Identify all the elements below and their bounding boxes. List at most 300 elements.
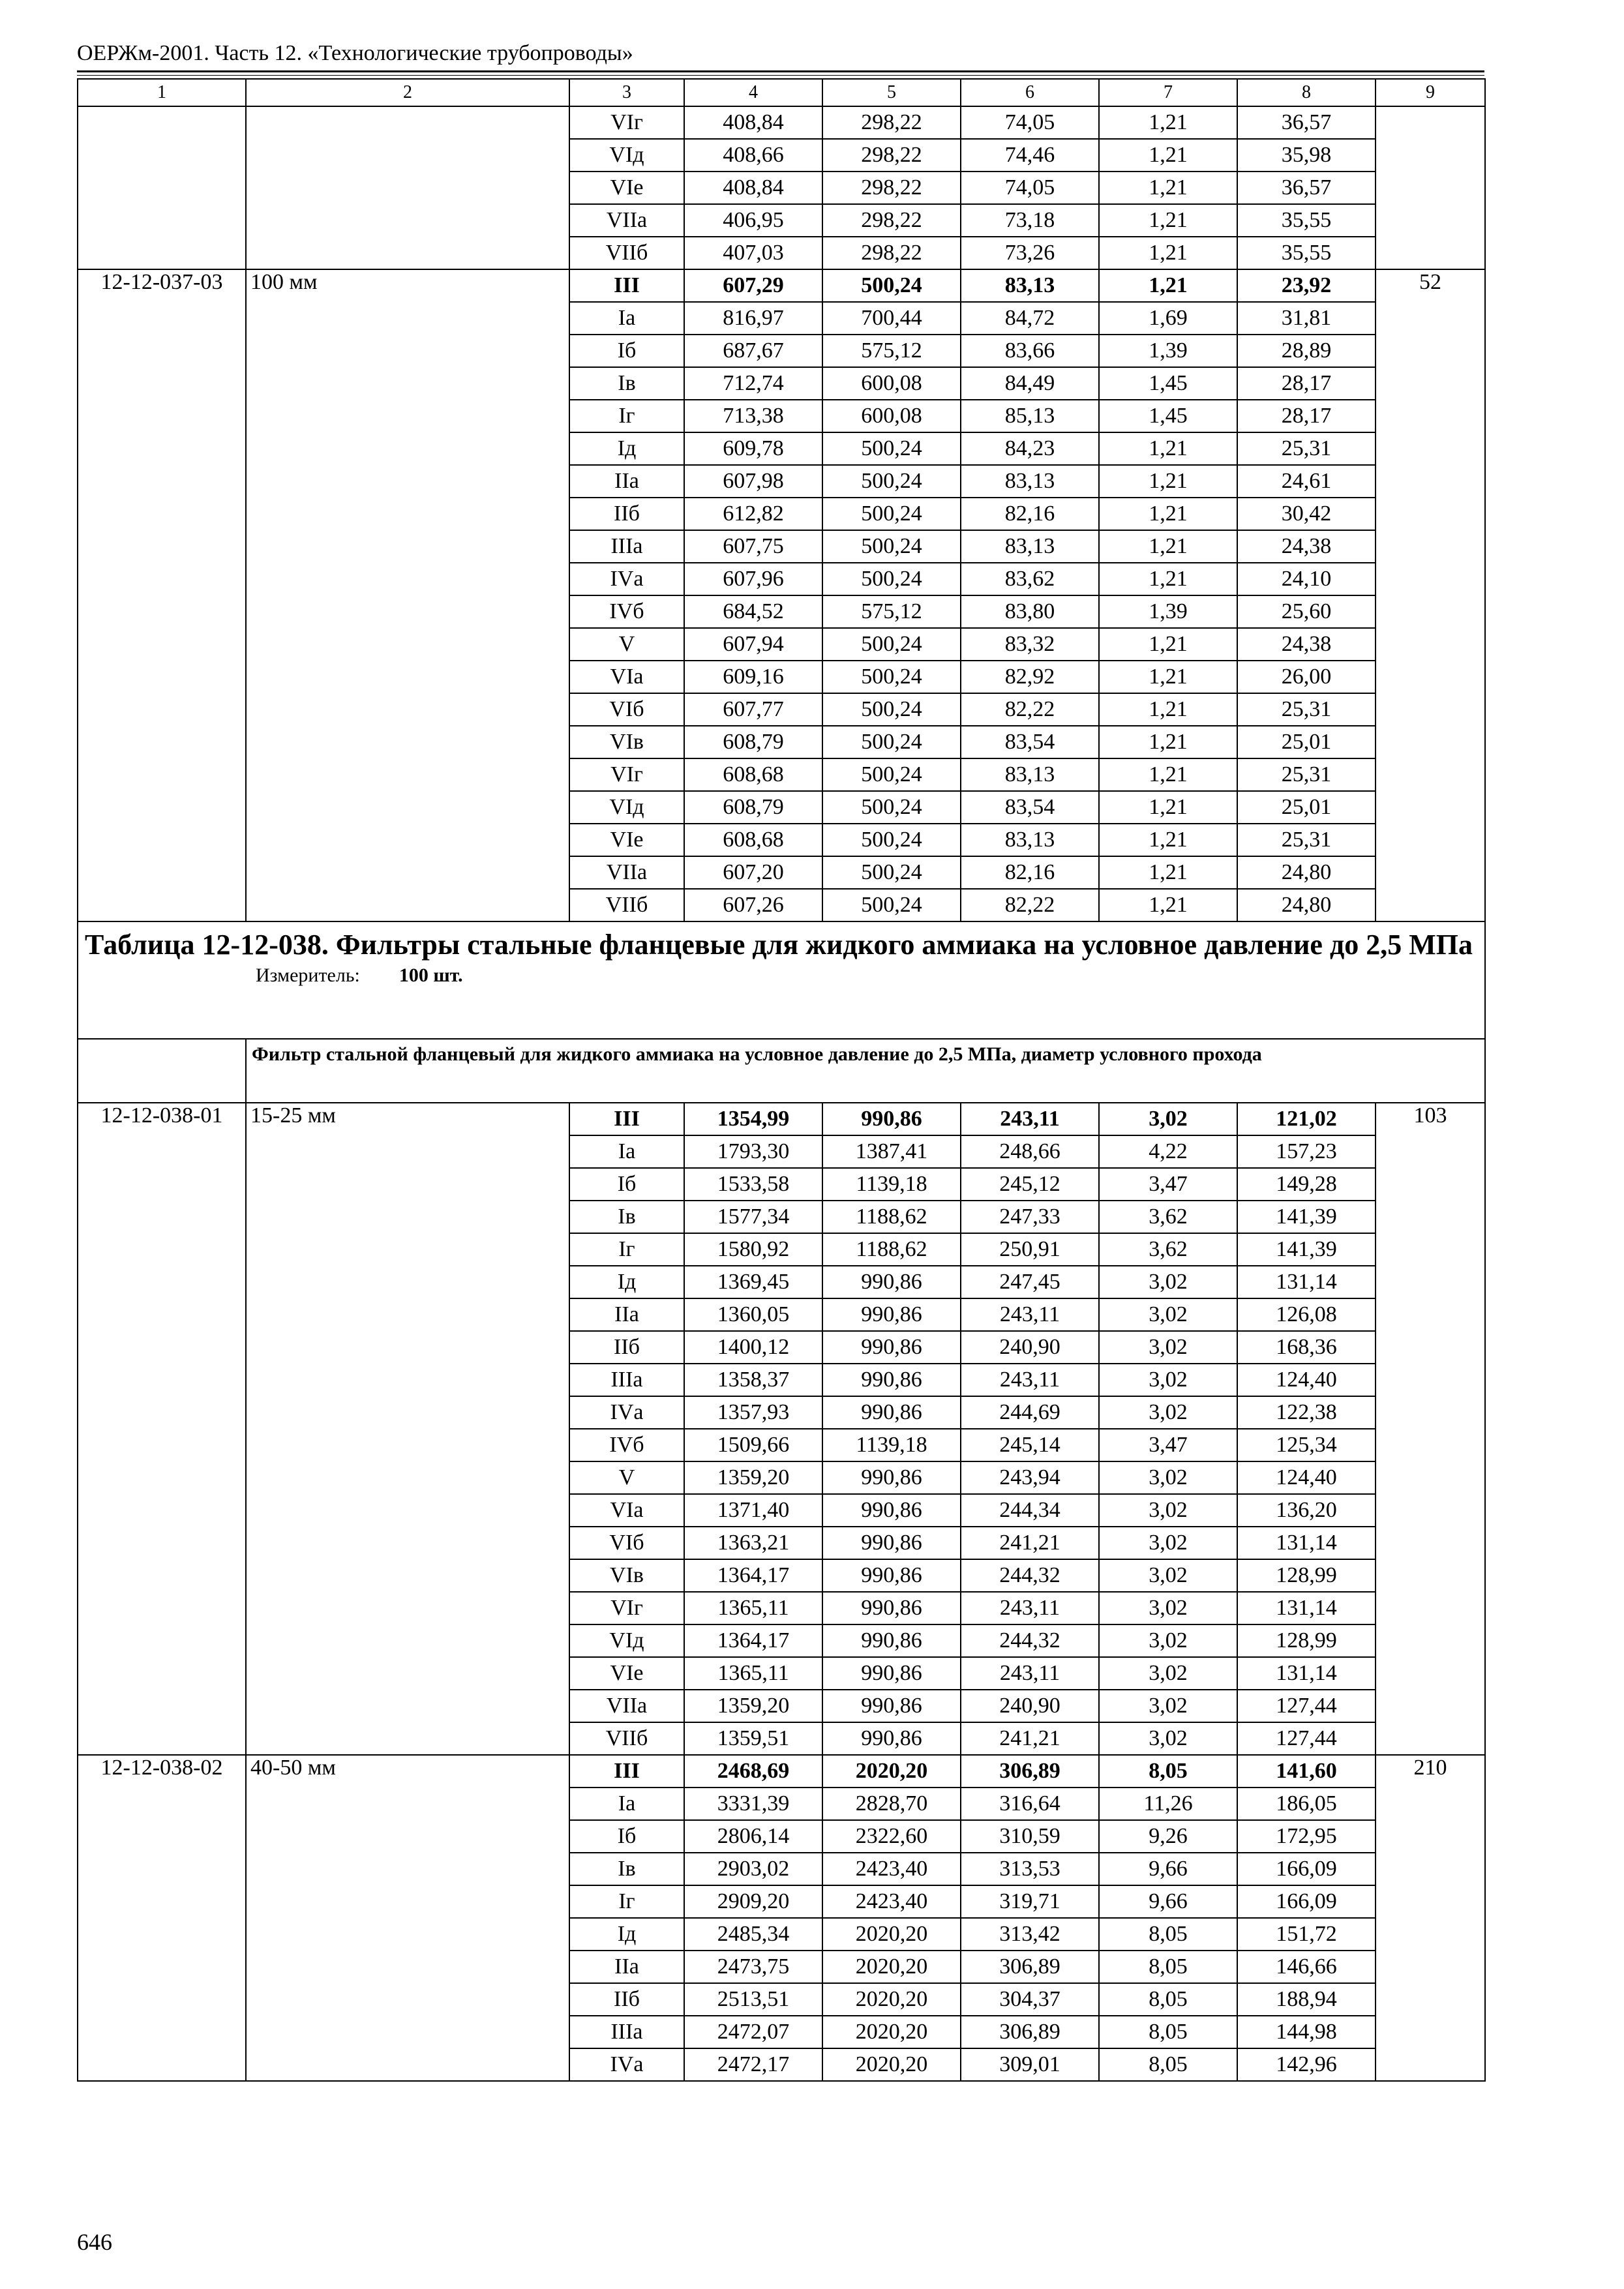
row-col9	[1376, 204, 1485, 237]
row-col9: 52	[1376, 269, 1485, 302]
row-name	[246, 1722, 569, 1755]
value-cell: 990,86	[822, 1103, 961, 1135]
value-cell: 607,26	[684, 889, 822, 921]
value-cell: 298,22	[822, 204, 961, 237]
row-col9	[1376, 661, 1485, 693]
value-cell: 1369,45	[684, 1266, 822, 1298]
value-cell: 73,18	[961, 204, 1099, 237]
table-row	[78, 335, 1485, 367]
value-cell: 607,94	[684, 628, 822, 661]
value-cell: 83,13	[961, 465, 1099, 498]
value-cell: 3,02	[1099, 1266, 1237, 1298]
row-name	[246, 1657, 569, 1690]
value-cell: 687,67	[684, 335, 822, 367]
row-code	[78, 1298, 246, 1331]
value-cell: 1188,62	[822, 1201, 961, 1233]
value-cell: 243,11	[961, 1103, 1099, 1135]
row-col9	[1376, 1396, 1485, 1429]
table-row	[78, 856, 1485, 889]
row-name	[246, 237, 569, 269]
row-col9	[1376, 1722, 1485, 1755]
table-row	[78, 269, 1485, 302]
table-row	[78, 465, 1485, 498]
value-cell: 407,03	[684, 237, 822, 269]
value-cell: 125,34	[1237, 1429, 1376, 1461]
value-cell: 1,21	[1099, 563, 1237, 595]
value-cell: Iв	[569, 367, 684, 400]
row-code	[78, 400, 246, 432]
value-cell: 1358,37	[684, 1364, 822, 1396]
row-col9: 210	[1376, 1755, 1485, 1788]
row-code	[78, 1951, 246, 1983]
value-cell: 24,38	[1237, 628, 1376, 661]
row-name	[246, 1559, 569, 1592]
table-row	[78, 595, 1485, 628]
value-cell: 1,21	[1099, 530, 1237, 563]
row-code	[78, 1820, 246, 1853]
value-cell: 1354,99	[684, 1103, 822, 1135]
value-cell: 2806,14	[684, 1820, 822, 1853]
value-cell: 990,86	[822, 1722, 961, 1755]
row-code: 12-12-038-02	[78, 1755, 246, 1788]
table-row	[78, 1755, 1485, 1788]
column-number: 7	[1099, 79, 1237, 106]
row-col9	[1376, 498, 1485, 530]
row-name	[246, 367, 569, 400]
value-cell: Iг	[569, 1885, 684, 1918]
column-number: 8	[1237, 79, 1376, 106]
row-code	[78, 172, 246, 204]
column-number: 4	[684, 79, 822, 106]
value-cell: 298,22	[822, 237, 961, 269]
table-row	[78, 628, 1485, 661]
row-col9	[1376, 172, 1485, 204]
value-cell: VIе	[569, 1657, 684, 1690]
table-row	[78, 1885, 1485, 1918]
value-cell: 241,21	[961, 1722, 1099, 1755]
value-cell: Iб	[569, 335, 684, 367]
row-name	[246, 563, 569, 595]
value-cell: 2485,34	[684, 1918, 822, 1951]
value-cell: Iа	[569, 1135, 684, 1168]
value-cell: 990,86	[822, 1559, 961, 1592]
value-cell: 83,54	[961, 726, 1099, 758]
value-cell: 1,21	[1099, 139, 1237, 172]
row-col9	[1376, 530, 1485, 563]
value-cell: IVа	[569, 1396, 684, 1429]
value-cell: 3,02	[1099, 1298, 1237, 1331]
table-row	[78, 726, 1485, 758]
value-cell: 500,24	[822, 563, 961, 595]
table-row	[78, 1429, 1485, 1461]
value-cell: 607,96	[684, 563, 822, 595]
value-cell: 247,33	[961, 1201, 1099, 1233]
value-cell: VIд	[569, 791, 684, 824]
value-cell: 83,13	[961, 530, 1099, 563]
value-cell: VIIа	[569, 1690, 684, 1722]
rates-table	[77, 78, 1486, 2082]
value-cell: 609,78	[684, 432, 822, 465]
row-col9: 103	[1376, 1103, 1485, 1135]
value-cell: VIв	[569, 1559, 684, 1592]
table-title: Таблица 12-12-038. Фильтры стальные фланцевые для жидкого аммиака на условное давление до 2,5 МПа	[85, 929, 1473, 961]
row-code	[78, 1168, 246, 1201]
row-code	[78, 302, 246, 335]
value-cell: 131,14	[1237, 1657, 1376, 1690]
value-cell: 31,81	[1237, 302, 1376, 335]
row-code	[78, 595, 246, 628]
value-cell: 3,02	[1099, 1559, 1237, 1592]
row-code	[78, 2048, 246, 2081]
table-row	[78, 367, 1485, 400]
table-row	[78, 1820, 1485, 1853]
row-code	[78, 1527, 246, 1559]
value-cell: 990,86	[822, 1592, 961, 1624]
value-cell: 575,12	[822, 335, 961, 367]
value-cell: 1,21	[1099, 172, 1237, 204]
row-code	[78, 432, 246, 465]
value-cell: 990,86	[822, 1657, 961, 1690]
row-code	[78, 1396, 246, 1429]
value-cell: 157,23	[1237, 1135, 1376, 1168]
row-col9	[1376, 1885, 1485, 1918]
value-cell: 4,22	[1099, 1135, 1237, 1168]
value-cell: 1,69	[1099, 302, 1237, 335]
value-cell: 500,24	[822, 498, 961, 530]
row-name	[246, 1527, 569, 1559]
value-cell: 310,59	[961, 1820, 1099, 1853]
table-row	[78, 1788, 1485, 1820]
table-row	[78, 1592, 1485, 1624]
value-cell: 408,66	[684, 139, 822, 172]
value-cell: VIа	[569, 1494, 684, 1527]
table-row	[78, 1168, 1485, 1201]
row-col9	[1376, 1853, 1485, 1885]
value-cell: 168,36	[1237, 1331, 1376, 1364]
value-cell: 306,89	[961, 2016, 1099, 2048]
value-cell: 28,17	[1237, 400, 1376, 432]
value-cell: 30,42	[1237, 498, 1376, 530]
value-cell: 166,09	[1237, 1853, 1376, 1885]
value-cell: 243,11	[961, 1298, 1099, 1331]
value-cell: 24,38	[1237, 530, 1376, 563]
table-row	[78, 1233, 1485, 1266]
value-cell: 1,21	[1099, 465, 1237, 498]
value-cell: 1364,17	[684, 1624, 822, 1657]
value-cell: 1360,05	[684, 1298, 822, 1331]
value-cell: Iб	[569, 1168, 684, 1201]
row-name	[246, 1918, 569, 1951]
value-cell: 1,21	[1099, 726, 1237, 758]
table-row	[78, 824, 1485, 856]
value-cell: 2903,02	[684, 1853, 822, 1885]
row-code	[78, 1233, 246, 1266]
row-col9	[1376, 1233, 1485, 1266]
row-code	[78, 1592, 246, 1624]
row-code	[78, 1135, 246, 1168]
table-row	[78, 432, 1485, 465]
value-cell: 607,75	[684, 530, 822, 563]
value-cell: IIIа	[569, 1364, 684, 1396]
row-col9	[1376, 1298, 1485, 1331]
value-cell: 35,55	[1237, 204, 1376, 237]
value-cell: 25,31	[1237, 432, 1376, 465]
value-cell: 36,57	[1237, 106, 1376, 139]
value-cell: 713,38	[684, 400, 822, 432]
value-cell: 1,21	[1099, 269, 1237, 302]
column-number: 2	[246, 79, 569, 106]
row-col9	[1376, 1527, 1485, 1559]
value-cell: Iа	[569, 302, 684, 335]
row-name	[246, 106, 569, 139]
row-name	[246, 1298, 569, 1331]
row-code	[78, 1429, 246, 1461]
row-col9	[1376, 465, 1485, 498]
row-name	[246, 172, 569, 204]
row-code	[78, 856, 246, 889]
value-cell: 73,26	[961, 237, 1099, 269]
table-row	[78, 693, 1485, 726]
value-cell: 244,32	[961, 1624, 1099, 1657]
value-cell: 1363,21	[684, 1527, 822, 1559]
value-cell: 74,46	[961, 139, 1099, 172]
table-row	[78, 172, 1485, 204]
value-cell: 131,14	[1237, 1527, 1376, 1559]
value-cell: 240,90	[961, 1690, 1099, 1722]
value-cell: 243,11	[961, 1364, 1099, 1396]
value-cell: 500,24	[822, 726, 961, 758]
value-cell: 3,02	[1099, 1103, 1237, 1135]
value-cell: 8,05	[1099, 1951, 1237, 1983]
value-cell: 128,99	[1237, 1559, 1376, 1592]
value-cell: 607,98	[684, 465, 822, 498]
row-code	[78, 661, 246, 693]
value-cell: 1580,92	[684, 1233, 822, 1266]
value-cell: 142,96	[1237, 2048, 1376, 2081]
table-row	[78, 400, 1485, 432]
value-cell: IVб	[569, 595, 684, 628]
value-cell: 3,62	[1099, 1201, 1237, 1233]
row-col9	[1376, 2016, 1485, 2048]
row-col9	[1376, 432, 1485, 465]
header-rule-thick	[77, 70, 1484, 72]
value-cell: 298,22	[822, 106, 961, 139]
value-cell: 141,39	[1237, 1201, 1376, 1233]
row-col9	[1376, 1266, 1485, 1298]
row-col9	[1376, 889, 1485, 921]
value-cell: 500,24	[822, 856, 961, 889]
row-code	[78, 1657, 246, 1690]
value-cell: 243,11	[961, 1657, 1099, 1690]
row-name	[246, 139, 569, 172]
row-col9	[1376, 726, 1485, 758]
value-cell: 3,02	[1099, 1527, 1237, 1559]
table-row	[78, 2016, 1485, 2048]
row-name	[246, 758, 569, 791]
table-row	[78, 139, 1485, 172]
value-cell: VIг	[569, 106, 684, 139]
value-cell: 608,68	[684, 824, 822, 856]
row-name	[246, 1853, 569, 1885]
value-cell: 121,02	[1237, 1103, 1376, 1135]
value-cell: 3,02	[1099, 1396, 1237, 1429]
row-col9	[1376, 1331, 1485, 1364]
value-cell: 3,47	[1099, 1429, 1237, 1461]
value-cell: 408,84	[684, 172, 822, 204]
table-row	[78, 1624, 1485, 1657]
row-name	[246, 1135, 569, 1168]
value-cell: 243,94	[961, 1461, 1099, 1494]
value-cell: III	[569, 269, 684, 302]
value-cell: 607,20	[684, 856, 822, 889]
row-code	[78, 237, 246, 269]
row-col9	[1376, 139, 1485, 172]
running-header: ОЕРЖм-2001. Часть 12. «Технологические трубопроводы»	[77, 41, 633, 65]
table-row	[78, 1135, 1485, 1168]
value-cell: 500,24	[822, 530, 961, 563]
value-cell: IVб	[569, 1429, 684, 1461]
row-code	[78, 1331, 246, 1364]
value-cell: 608,79	[684, 791, 822, 824]
row-code	[78, 139, 246, 172]
value-cell: 2472,17	[684, 2048, 822, 2081]
value-cell: 83,62	[961, 563, 1099, 595]
value-cell: 24,10	[1237, 563, 1376, 595]
value-cell: 247,45	[961, 1266, 1099, 1298]
value-cell: Iа	[569, 1788, 684, 1820]
value-cell: 141,39	[1237, 1233, 1376, 1266]
value-cell: 2020,20	[822, 1918, 961, 1951]
description-empty-cell	[78, 1039, 246, 1103]
value-cell: 3,62	[1099, 1233, 1237, 1266]
value-cell: 1359,20	[684, 1461, 822, 1494]
row-col9	[1376, 1657, 1485, 1690]
row-col9	[1376, 1592, 1485, 1624]
row-col9	[1376, 1951, 1485, 1983]
row-name	[246, 1233, 569, 1266]
value-cell: 144,98	[1237, 2016, 1376, 2048]
value-cell: 500,24	[822, 889, 961, 921]
value-cell: 151,72	[1237, 1918, 1376, 1951]
value-cell: 2828,70	[822, 1788, 961, 1820]
table-row	[78, 563, 1485, 595]
value-cell: 990,86	[822, 1298, 961, 1331]
row-col9	[1376, 400, 1485, 432]
row-name	[246, 726, 569, 758]
row-code	[78, 498, 246, 530]
value-cell: 82,22	[961, 889, 1099, 921]
value-cell: 25,31	[1237, 758, 1376, 791]
value-cell: 250,91	[961, 1233, 1099, 1266]
value-cell: VIIб	[569, 1722, 684, 1755]
value-cell: 1,21	[1099, 758, 1237, 791]
row-code	[78, 1983, 246, 2016]
value-cell: IIб	[569, 498, 684, 530]
value-cell: 1,21	[1099, 824, 1237, 856]
row-col9	[1376, 1918, 1485, 1951]
row-code	[78, 1461, 246, 1494]
table-row	[78, 1918, 1485, 1951]
row-name	[246, 1788, 569, 1820]
table-row	[78, 237, 1485, 269]
value-cell: 244,34	[961, 1494, 1099, 1527]
value-cell: 1,21	[1099, 432, 1237, 465]
value-cell: 2513,51	[684, 1983, 822, 2016]
value-cell: 3,02	[1099, 1461, 1237, 1494]
value-cell: IIа	[569, 1298, 684, 1331]
table-row	[78, 1103, 1485, 1135]
value-cell: 84,23	[961, 432, 1099, 465]
value-cell: 3,02	[1099, 1657, 1237, 1690]
value-cell: 8,05	[1099, 1755, 1237, 1788]
row-code	[78, 465, 246, 498]
value-cell: 1371,40	[684, 1494, 822, 1527]
value-cell: 1357,93	[684, 1396, 822, 1429]
row-col9	[1376, 628, 1485, 661]
value-cell: 1400,12	[684, 1331, 822, 1364]
row-code	[78, 889, 246, 921]
page-number: 646	[77, 2229, 112, 2255]
value-cell: 1,45	[1099, 400, 1237, 432]
row-col9	[1376, 1494, 1485, 1527]
value-cell: Iв	[569, 1853, 684, 1885]
value-cell: 24,61	[1237, 465, 1376, 498]
table-row	[78, 758, 1485, 791]
value-cell: 990,86	[822, 1494, 961, 1527]
column-number: 6	[961, 79, 1099, 106]
value-cell: 35,55	[1237, 237, 1376, 269]
value-cell: 298,22	[822, 139, 961, 172]
row-col9	[1376, 2048, 1485, 2081]
value-cell: 127,44	[1237, 1690, 1376, 1722]
row-col9	[1376, 1559, 1485, 1592]
row-col9	[1376, 106, 1485, 139]
value-cell: 990,86	[822, 1690, 961, 1722]
meter-value: 100 шт.	[398, 965, 463, 986]
value-cell: 608,68	[684, 758, 822, 791]
row-name	[246, 530, 569, 563]
value-cell: 608,79	[684, 726, 822, 758]
value-cell: 122,38	[1237, 1396, 1376, 1429]
description-cell: Фильтр стальной фланцевый для жидкого аммиака на условное давление до 2,5 МПа, диаметр условного прохода	[246, 1039, 1485, 1103]
table-row	[78, 1559, 1485, 1592]
value-cell: 1,21	[1099, 661, 1237, 693]
row-name	[246, 856, 569, 889]
table-row	[78, 1951, 1485, 1983]
value-cell: 600,08	[822, 367, 961, 400]
value-cell: 83,13	[961, 269, 1099, 302]
row-name	[246, 465, 569, 498]
value-cell: VIIб	[569, 889, 684, 921]
value-cell: 25,01	[1237, 791, 1376, 824]
row-code	[78, 1690, 246, 1722]
row-name	[246, 1461, 569, 1494]
value-cell: 1,21	[1099, 628, 1237, 661]
row-name	[246, 1331, 569, 1364]
row-col9	[1376, 1690, 1485, 1722]
value-cell: 3,02	[1099, 1690, 1237, 1722]
value-cell: Iд	[569, 1266, 684, 1298]
value-cell: 3,02	[1099, 1331, 1237, 1364]
value-cell: 3,47	[1099, 1168, 1237, 1201]
table-row	[78, 106, 1485, 139]
value-cell: 1387,41	[822, 1135, 961, 1168]
value-cell: 128,99	[1237, 1624, 1376, 1657]
table-row	[78, 1722, 1485, 1755]
value-cell: 1,21	[1099, 791, 1237, 824]
row-name: 15-25 мм	[246, 1103, 569, 1135]
value-cell: VIд	[569, 1624, 684, 1657]
